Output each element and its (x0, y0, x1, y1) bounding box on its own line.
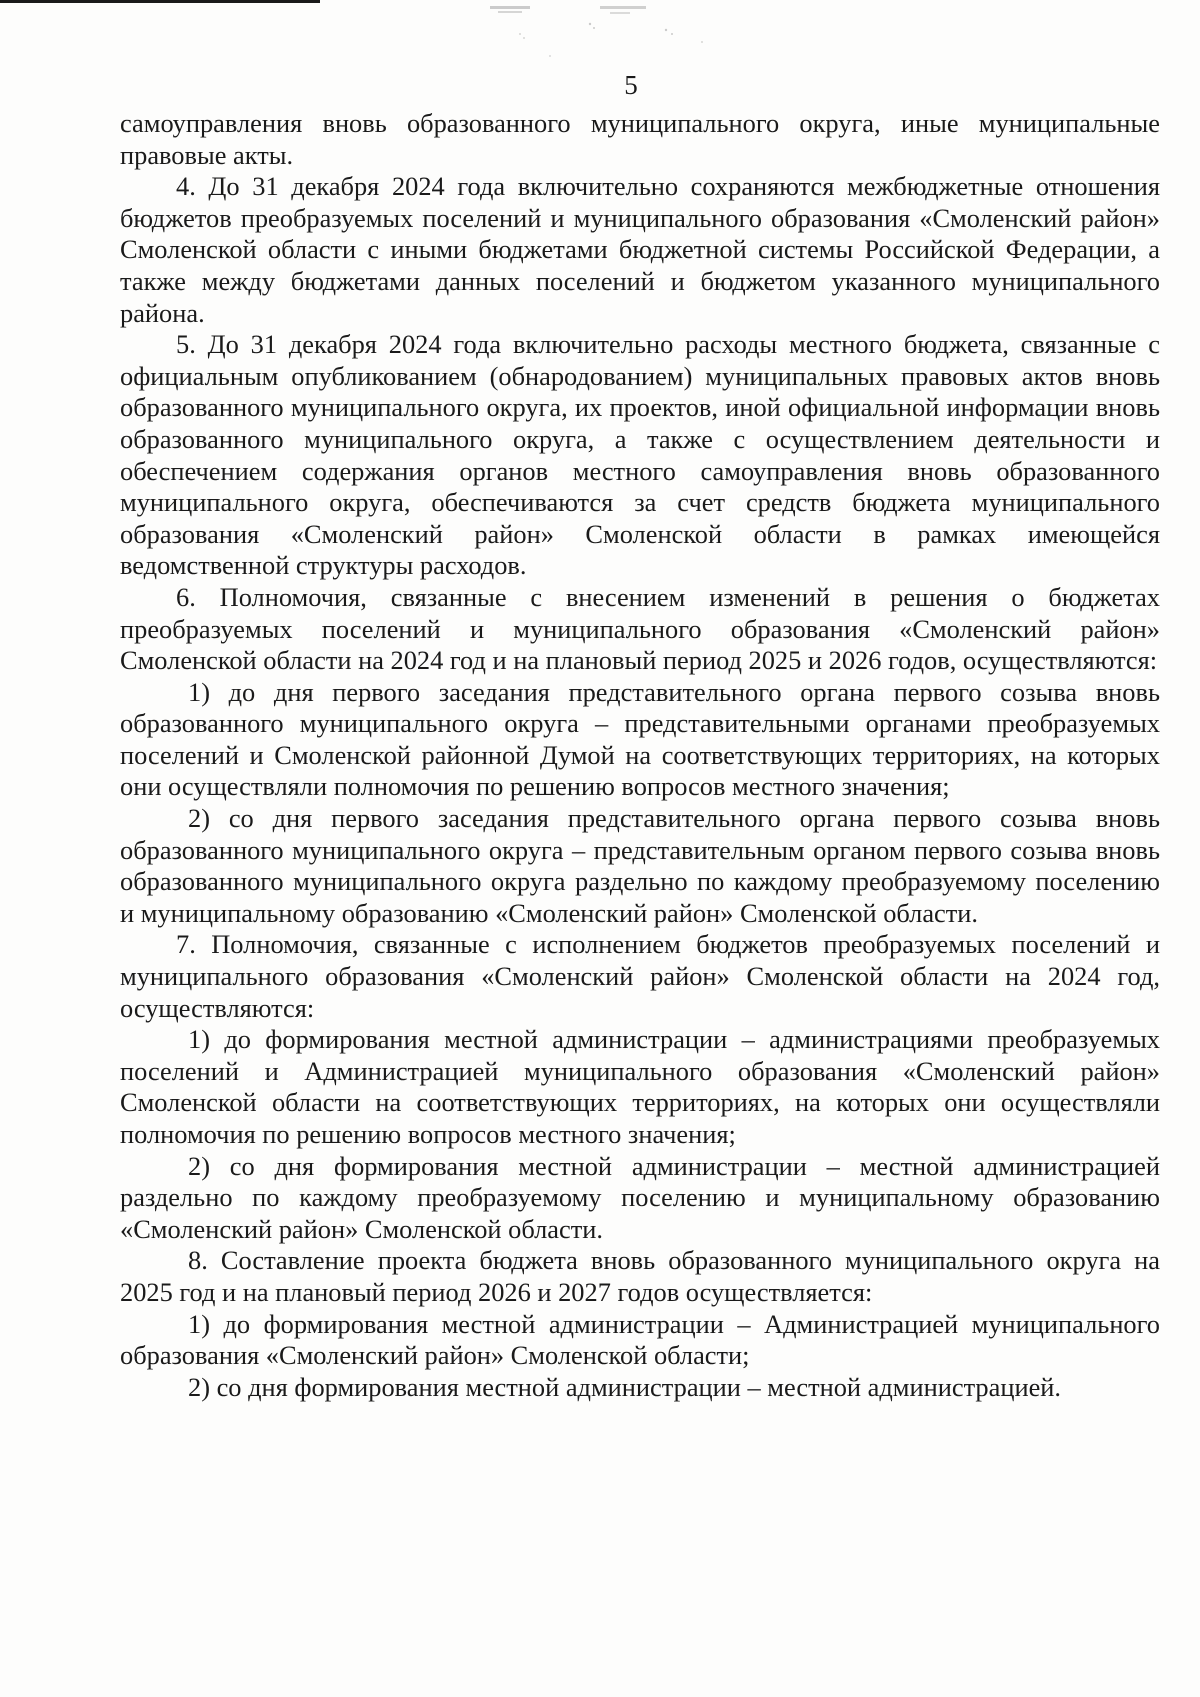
page-number: 5 (624, 70, 638, 100)
paragraph-8-item-2: 2) со дня формирования местной администрации – местной администрацией. (188, 1371, 1062, 1402)
paragraph-6: 6. Полномочия, связанные с внесением изменений в решения о бюджетах преобразуемых поселений и муниципального образования «Смоленский район» Смоленской области на 2024 год и на плановый период 2025 и 2026 годов, осуществляются: (120, 581, 1160, 676)
scan-artifacts (490, 4, 730, 64)
paragraph-7: 7. Полномочия, связанные с исполнением бюджетов преобразуемых поселений и муниципального образования «Смоленский район» Смоленской области на 2024 год, осуществляются: (120, 929, 1160, 1023)
paragraph-continuation: самоуправления вновь образованного муниципального округа, иные муниципальные правовые акты. (120, 108, 1160, 170)
paragraph-5: 5. До 31 декабря 2024 года включительно расходы местного бюджета, связанные с официальным опубликованием (обнародованием) муниципальных правовых актов вновь образованного муниципального округа, их проектов, иной официальной информации вновь образованного муниципального округа, а также с осуществлением деятельности и обеспечением содержания органов местного самоуправления вновь образованного муниципального округа, обеспечиваются за счет средств бюджета муниципального образования «Смоленский район» Смоленской области в рамках имеющейся ведомственной структуры расходов. (120, 329, 1160, 581)
paragraph-8-item-1: 1) до формирования местной администрации – Администрацией муниципального образования «Смоленский район» Смоленской области; (120, 1308, 1160, 1371)
top-border-line (0, 0, 320, 3)
paragraph-6-item-1: 1) до дня первого заседания представительного органа первого созыва вновь образованного муниципального округа – представительными органами преобразуемых поселений и Смоленской районной Думой на соответствующих территориях, на которых они осуществляли полномочия по решению вопросов местного значения; (120, 676, 1160, 802)
paragraph-6-item-2: 2) со дня первого заседания представительного органа первого созыва вновь образованного муниципального округа – представительным органом первого созыва вновь образованного муниципального округа раздельно по каждому преобразуемому поселению и муниципальному образованию «Смоленский район» Смоленской области. (120, 803, 1160, 928)
document-body (120, 108, 1160, 1403)
paragraph-7-item-2: 2) со дня формирования местной администрации – местной администрацией раздельно по каждому преобразуемому поселению и муниципальному образованию «Смоленский район» Смоленской области. (120, 1150, 1160, 1244)
paragraph-8: 8. Составление проекта бюджета вновь образованного муниципального округа на 2025 год и на плановый период 2026 и 2027 годов осуществляется: (120, 1245, 1160, 1307)
paragraph-7-item-1: 1) до формирования местной администрации – администрациями преобразуемых поселений и Администрацией муниципального образования «Смоленский район» Смоленской области на соответствующих территориях, на которых они осуществляли полномочия по решению вопросов местного значения; (120, 1024, 1160, 1149)
paragraph-4: 4. До 31 декабря 2024 года включительно сохраняются межбюджетные отношения бюджетов преобразуемых поселений и муниципального образования «Смоленский район» Смоленской области с иными бюджетами бюджетной системы Российской Федерации, а также между бюджетами данных поселений и бюджетом указанного муниципального района. (120, 171, 1160, 328)
